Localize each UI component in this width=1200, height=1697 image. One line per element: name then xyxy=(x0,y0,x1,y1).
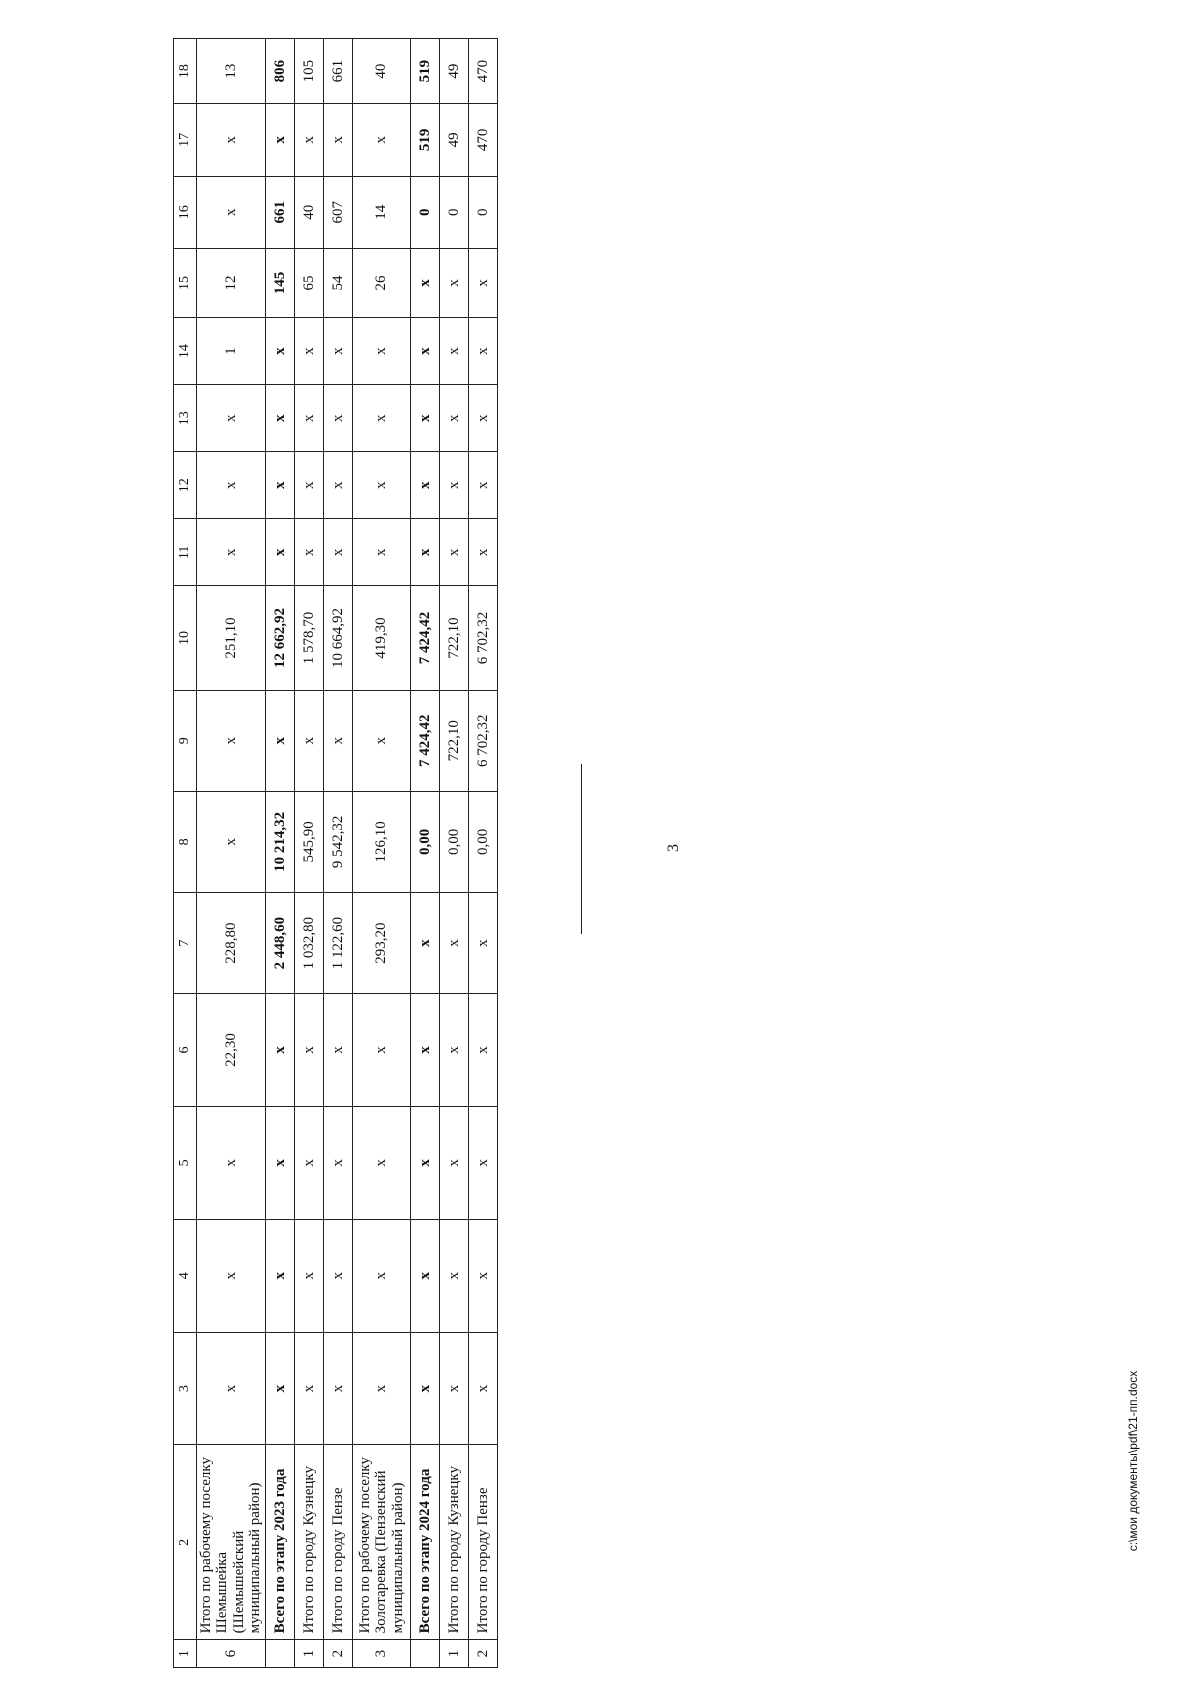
table-cell: 228,80 xyxy=(196,892,265,993)
table-cell: 54 xyxy=(324,248,353,317)
table-cell: 519 xyxy=(410,104,439,176)
total-row xyxy=(266,39,295,1668)
table-cell: x xyxy=(353,104,411,176)
table-cell: 6 xyxy=(196,1640,265,1668)
table-cell: x xyxy=(410,1106,439,1219)
column-number-cell: 5 xyxy=(174,1106,197,1219)
table-cell: x xyxy=(295,1106,324,1219)
row-name-cell: Итого по городу Кузнецку xyxy=(295,1445,324,1640)
table-cell: x xyxy=(410,452,439,519)
column-number-cell: 18 xyxy=(174,39,197,104)
table-row xyxy=(196,39,265,1668)
table-cell: 65 xyxy=(295,248,324,317)
table-cell: x xyxy=(324,519,353,586)
table-cell: x xyxy=(324,1219,353,1332)
column-number-cell: 3 xyxy=(174,1332,197,1445)
table-cell: x xyxy=(410,385,439,452)
row-name-cell: Всего по этапу 2024 года xyxy=(410,1445,439,1640)
table-cell: x xyxy=(439,1106,468,1219)
table-cell: x xyxy=(439,248,468,317)
column-number-cell: 16 xyxy=(174,176,197,248)
table-cell: x xyxy=(468,385,497,452)
table-cell: x xyxy=(353,994,411,1107)
table-cell: x xyxy=(439,1219,468,1332)
table-cell: x xyxy=(196,452,265,519)
table-cell: 722,10 xyxy=(439,586,468,690)
table-cell: x xyxy=(324,1332,353,1445)
table-cell: 7 424,42 xyxy=(410,586,439,690)
header-row xyxy=(174,39,197,1668)
table-cell: 470 xyxy=(468,39,497,104)
table-cell: 2 xyxy=(468,1640,497,1668)
table-cell: 0 xyxy=(468,176,497,248)
row-name-cell: Итого по рабочему поселку Золотаревка (Пензенский муниципальный район) xyxy=(353,1445,411,1640)
table-cell: 2 448,60 xyxy=(266,892,295,993)
table-cell: 26 xyxy=(353,248,411,317)
table-cell: x xyxy=(468,1332,497,1445)
table-cell: x xyxy=(468,892,497,993)
table-cell: x xyxy=(295,385,324,452)
table-cell xyxy=(410,1640,439,1668)
column-number-cell: 13 xyxy=(174,385,197,452)
table-cell: x xyxy=(324,385,353,452)
row-name-cell: Всего по этапу 2023 года xyxy=(266,1445,295,1640)
table-cell: x xyxy=(353,385,411,452)
table-cell: x xyxy=(295,1219,324,1332)
table-cell: 6 702,32 xyxy=(468,586,497,690)
table-cell: x xyxy=(410,318,439,385)
table-cell: x xyxy=(324,1106,353,1219)
table-cell: 12 xyxy=(196,248,265,317)
footer-file-path: c:\мои документы\pdf\21-пп.docx xyxy=(1126,1370,1140,1552)
table-cell: x xyxy=(468,248,497,317)
table-cell: x xyxy=(196,791,265,892)
table-cell: x xyxy=(439,892,468,993)
table-cell: 105 xyxy=(295,39,324,104)
table-cell: 519 xyxy=(410,39,439,104)
table-cell: x xyxy=(410,519,439,586)
table-row xyxy=(295,39,324,1668)
table-cell: x xyxy=(324,452,353,519)
table-cell: 2 xyxy=(324,1640,353,1668)
table-cell: x xyxy=(353,1106,411,1219)
table-cell: 13 xyxy=(196,39,265,104)
table-cell: x xyxy=(196,104,265,176)
column-number-cell: 11 xyxy=(174,519,197,586)
table-cell: 661 xyxy=(266,176,295,248)
table-cell: x xyxy=(353,690,411,791)
table-cell: x xyxy=(324,690,353,791)
table-cell: 419,30 xyxy=(353,586,411,690)
table-cell: x xyxy=(295,318,324,385)
table-cell: x xyxy=(439,1332,468,1445)
table-row xyxy=(439,39,468,1668)
table-cell: x xyxy=(410,248,439,317)
table-cell: 49 xyxy=(439,39,468,104)
table-cell: x xyxy=(353,318,411,385)
table-cell: x xyxy=(353,519,411,586)
table-cell: x xyxy=(266,1332,295,1445)
table-cell: 12 662,92 xyxy=(266,586,295,690)
table-row xyxy=(324,39,353,1668)
table-cell: x xyxy=(468,994,497,1107)
table-cell: 1 xyxy=(295,1640,324,1668)
table-cell: 0,00 xyxy=(439,791,468,892)
table-cell: x xyxy=(353,452,411,519)
column-number-cell: 12 xyxy=(174,452,197,519)
table-cell: 1 122,60 xyxy=(324,892,353,993)
table-cell: x xyxy=(295,690,324,791)
table-cell: x xyxy=(266,690,295,791)
table-cell: x xyxy=(324,318,353,385)
table-cell: 1 xyxy=(196,318,265,385)
table-cell: x xyxy=(439,452,468,519)
table-cell: x xyxy=(196,690,265,791)
row-name-cell: Итого по городу Пензе xyxy=(324,1445,353,1640)
table-cell: 607 xyxy=(324,176,353,248)
table-cell: 40 xyxy=(295,176,324,248)
table-cell: x xyxy=(468,452,497,519)
row-name-cell: Итого по городу Кузнецку xyxy=(439,1445,468,1640)
column-number-cell: 14 xyxy=(174,318,197,385)
table-cell: x xyxy=(324,104,353,176)
table-cell: 1 578,70 xyxy=(295,586,324,690)
table-cell: 22,30 xyxy=(196,994,265,1107)
table-cell: x xyxy=(266,385,295,452)
table-cell xyxy=(266,1640,295,1668)
table-cell: x xyxy=(196,1332,265,1445)
table-row xyxy=(468,39,497,1668)
table-cell: 3 xyxy=(353,1640,411,1668)
table-cell: x xyxy=(266,1106,295,1219)
column-number-cell: 9 xyxy=(174,690,197,791)
table-cell: 10 664,92 xyxy=(324,586,353,690)
table-cell: x xyxy=(196,385,265,452)
table-cell: x xyxy=(196,1106,265,1219)
table-cell: x xyxy=(295,104,324,176)
table-cell: 470 xyxy=(468,104,497,176)
table-cell: 1 032,80 xyxy=(295,892,324,993)
table-cell: x xyxy=(410,1332,439,1445)
table-cell: x xyxy=(353,1332,411,1445)
table-cell: x xyxy=(196,519,265,586)
table-cell: 7 424,42 xyxy=(410,690,439,791)
table-cell: 9 542,32 xyxy=(324,791,353,892)
table-cell: 10 214,32 xyxy=(266,791,295,892)
table-cell: 0,00 xyxy=(468,791,497,892)
table-cell: x xyxy=(295,1332,324,1445)
table-cell: x xyxy=(266,519,295,586)
table-cell: x xyxy=(196,176,265,248)
table-cell: 40 xyxy=(353,39,411,104)
total-row xyxy=(410,39,439,1668)
table-cell: x xyxy=(266,1219,295,1332)
table-cell: x xyxy=(468,1106,497,1219)
column-number-cell: 2 xyxy=(174,1445,197,1640)
table-cell: 6 702,32 xyxy=(468,690,497,791)
table-cell: 545,90 xyxy=(295,791,324,892)
page-number: 3 xyxy=(665,844,682,852)
table-cell: 0 xyxy=(410,176,439,248)
column-number-cell: 15 xyxy=(174,248,197,317)
column-number-cell: 10 xyxy=(174,586,197,690)
table-cell: x xyxy=(295,994,324,1107)
table-cell: x xyxy=(196,1219,265,1332)
separator-line xyxy=(581,764,582,934)
table-cell: 293,20 xyxy=(353,892,411,993)
table-cell: x xyxy=(468,1219,497,1332)
row-name-cell: Итого по городу Пензе xyxy=(468,1445,497,1640)
table-cell: x xyxy=(324,994,353,1107)
column-number-cell: 8 xyxy=(174,791,197,892)
table-cell: 145 xyxy=(266,248,295,317)
column-number-cell: 17 xyxy=(174,104,197,176)
column-number-cell: 6 xyxy=(174,994,197,1107)
table-container xyxy=(173,38,498,1668)
table-cell: x xyxy=(266,994,295,1107)
column-number-cell: 4 xyxy=(174,1219,197,1332)
table-cell: x xyxy=(439,385,468,452)
table-cell: x xyxy=(295,519,324,586)
table-cell: x xyxy=(439,318,468,385)
table-row xyxy=(353,39,411,1668)
table-cell: x xyxy=(410,1219,439,1332)
row-name-cell: Итого по рабочему поселку Шемышейка (Шемышейский муниципальный район) xyxy=(196,1445,265,1640)
column-number-cell: 7 xyxy=(174,892,197,993)
table-cell: x xyxy=(266,104,295,176)
table-cell: 661 xyxy=(324,39,353,104)
table-cell: 49 xyxy=(439,104,468,176)
table-cell: 722,10 xyxy=(439,690,468,791)
table-cell: 14 xyxy=(353,176,411,248)
table-cell: 1 xyxy=(439,1640,468,1668)
table-cell: x xyxy=(353,1219,411,1332)
table-cell: x xyxy=(410,994,439,1107)
table-cell: 126,10 xyxy=(353,791,411,892)
table-cell: 251,10 xyxy=(196,586,265,690)
table-cell: 0 xyxy=(439,176,468,248)
table-cell: 806 xyxy=(266,39,295,104)
table-cell: 0,00 xyxy=(410,791,439,892)
table-cell: x xyxy=(266,452,295,519)
table-cell: x xyxy=(439,994,468,1107)
table-cell: x xyxy=(468,519,497,586)
column-number-cell: 1 xyxy=(174,1640,197,1668)
table-cell: x xyxy=(266,318,295,385)
data-table xyxy=(173,38,498,1668)
table-cell: x xyxy=(410,892,439,993)
table-cell: x xyxy=(439,519,468,586)
table-cell: x xyxy=(295,452,324,519)
table-cell: x xyxy=(468,318,497,385)
